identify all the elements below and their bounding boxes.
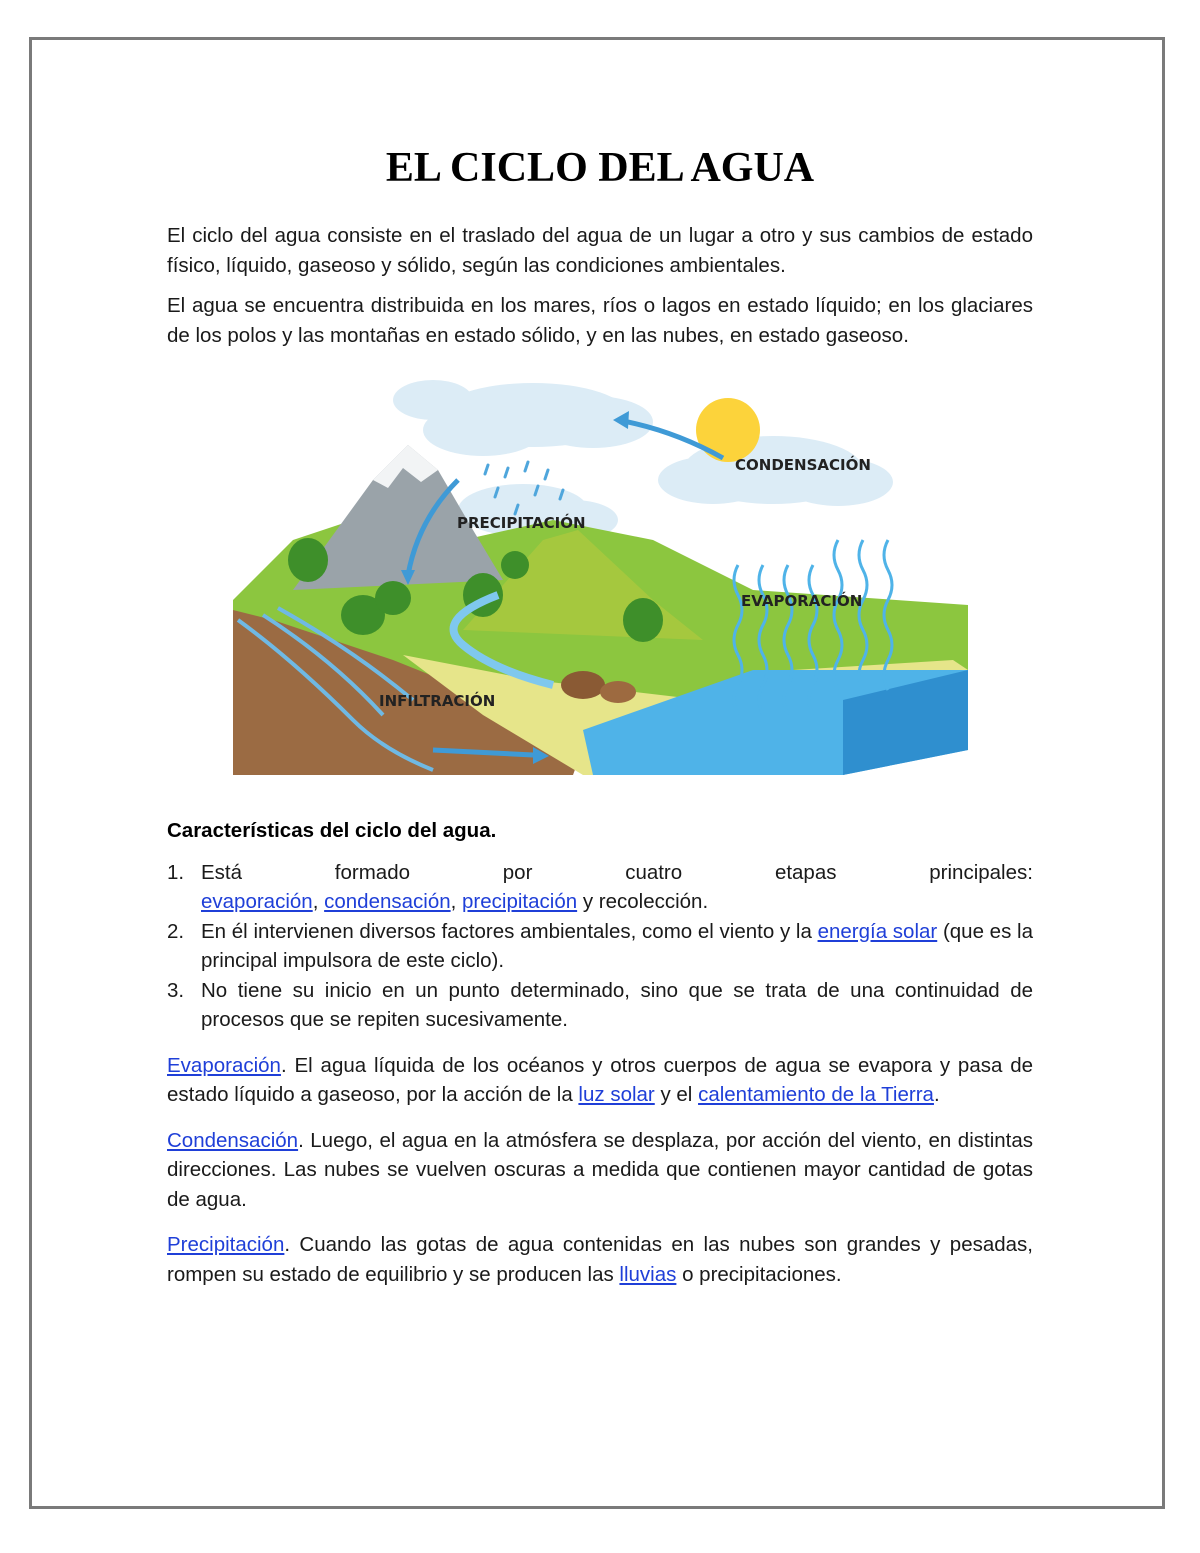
list-item-second-line	[201, 887, 1033, 917]
paragraph-text: . Luego, el agua en la atmósfera se desplaza, por acción del viento, en distintas direcciones. Las nubes se vuelven oscuras a medida que contienen mayor cantidad de gotas de agua.	[167, 1128, 1033, 1211]
link-evaporacion-heading[interactable]: Evaporación	[167, 1053, 281, 1077]
link-precipitacion[interactable]: precipitación	[462, 890, 578, 913]
precipitation-paragraph	[167, 1230, 1033, 1289]
paragraph-text: o precipitaciones.	[676, 1262, 842, 1286]
paragraph-text: .	[933, 1083, 940, 1106]
separator: ,	[312, 890, 325, 913]
water-cycle-diagram	[233, 370, 968, 775]
paragraph-text: . El agua líquida de los océanos y otros cuerpos de agua se evapora y pasa de estado líquido a gaseoso, por la acción de la	[167, 1053, 1033, 1106]
rock-shape	[561, 671, 605, 699]
list-text: (que es la principal impulsora de este ciclo).	[201, 919, 1033, 972]
link-condensacion-heading[interactable]: Condensación	[167, 1128, 299, 1152]
list-text: No tiene su inicio en un punto determinado, sino que se trata de una continuidad de procesos que se repiten sucesivamente.	[201, 978, 1033, 1031]
characteristics-heading: Características del ciclo del agua.	[167, 819, 497, 842]
link-evaporacion[interactable]: evaporación	[201, 890, 313, 913]
list-number: 2.	[167, 919, 185, 943]
link-calentamiento[interactable]: calentamiento de la Tierra	[698, 1083, 934, 1106]
list-text: y recolección.	[577, 890, 709, 913]
characteristics-list	[167, 858, 1033, 1035]
list-number: 3.	[167, 978, 185, 1002]
intro-paragraph-2: El agua se encuentra distribuida en los mares, ríos o lagos en estado líquido; en los glaciares de los polos y las montañas en estado sólido, y en las nubes, en estado gaseoso.	[167, 294, 1033, 347]
paragraph-text: y el	[654, 1083, 699, 1106]
label-condensacion: CONDENSACIÓN	[735, 456, 871, 474]
list-item	[167, 976, 1033, 1035]
document-content	[167, 140, 1033, 1300]
label-infiltracion: INFILTRACIÓN	[379, 692, 496, 710]
evaporation-paragraph	[167, 1051, 1033, 1110]
water-cycle-illustration	[167, 370, 1033, 800]
word: formado	[334, 860, 411, 884]
sun-icon	[696, 398, 760, 462]
list-item	[167, 858, 1033, 917]
intro-paragraph-1: El ciclo del agua consiste en el traslado del agua de un lugar a otro y sus cambios de estado físico, líquido, gaseoso y sólido, según las condiciones ambientales.	[167, 224, 1033, 277]
list-item	[167, 917, 1033, 976]
condensation-paragraph	[167, 1126, 1033, 1215]
link-condensacion[interactable]: condensación	[324, 890, 451, 913]
link-lluvias[interactable]: lluvias	[619, 1262, 677, 1286]
word: Está	[201, 860, 243, 884]
label-precipitacion: PRECIPITACIÓN	[457, 514, 586, 532]
word: cuatro	[625, 860, 683, 884]
word: principales:	[929, 860, 1033, 884]
label-evaporacion: EVAPORACIÓN	[741, 592, 863, 610]
list-text: En él intervienen diversos factores ambientales, como el viento y la	[201, 919, 818, 943]
link-precipitacion-heading[interactable]: Precipitación	[167, 1233, 285, 1256]
word: por	[502, 860, 533, 884]
separator: ,	[450, 890, 463, 913]
page-title: EL CICLO DEL AGUA	[385, 145, 815, 191]
list-item-first-line	[201, 858, 1033, 888]
link-energia-solar[interactable]: energía solar	[817, 919, 938, 943]
link-luz-solar[interactable]: luz solar	[578, 1083, 655, 1106]
paragraph-text: . Cuando las gotas de agua contenidas en las nubes son grandes y pesadas, rompen su estado de equilibrio y se producen las	[167, 1233, 1033, 1286]
word: etapas	[774, 860, 837, 884]
list-number: 1.	[167, 860, 185, 884]
